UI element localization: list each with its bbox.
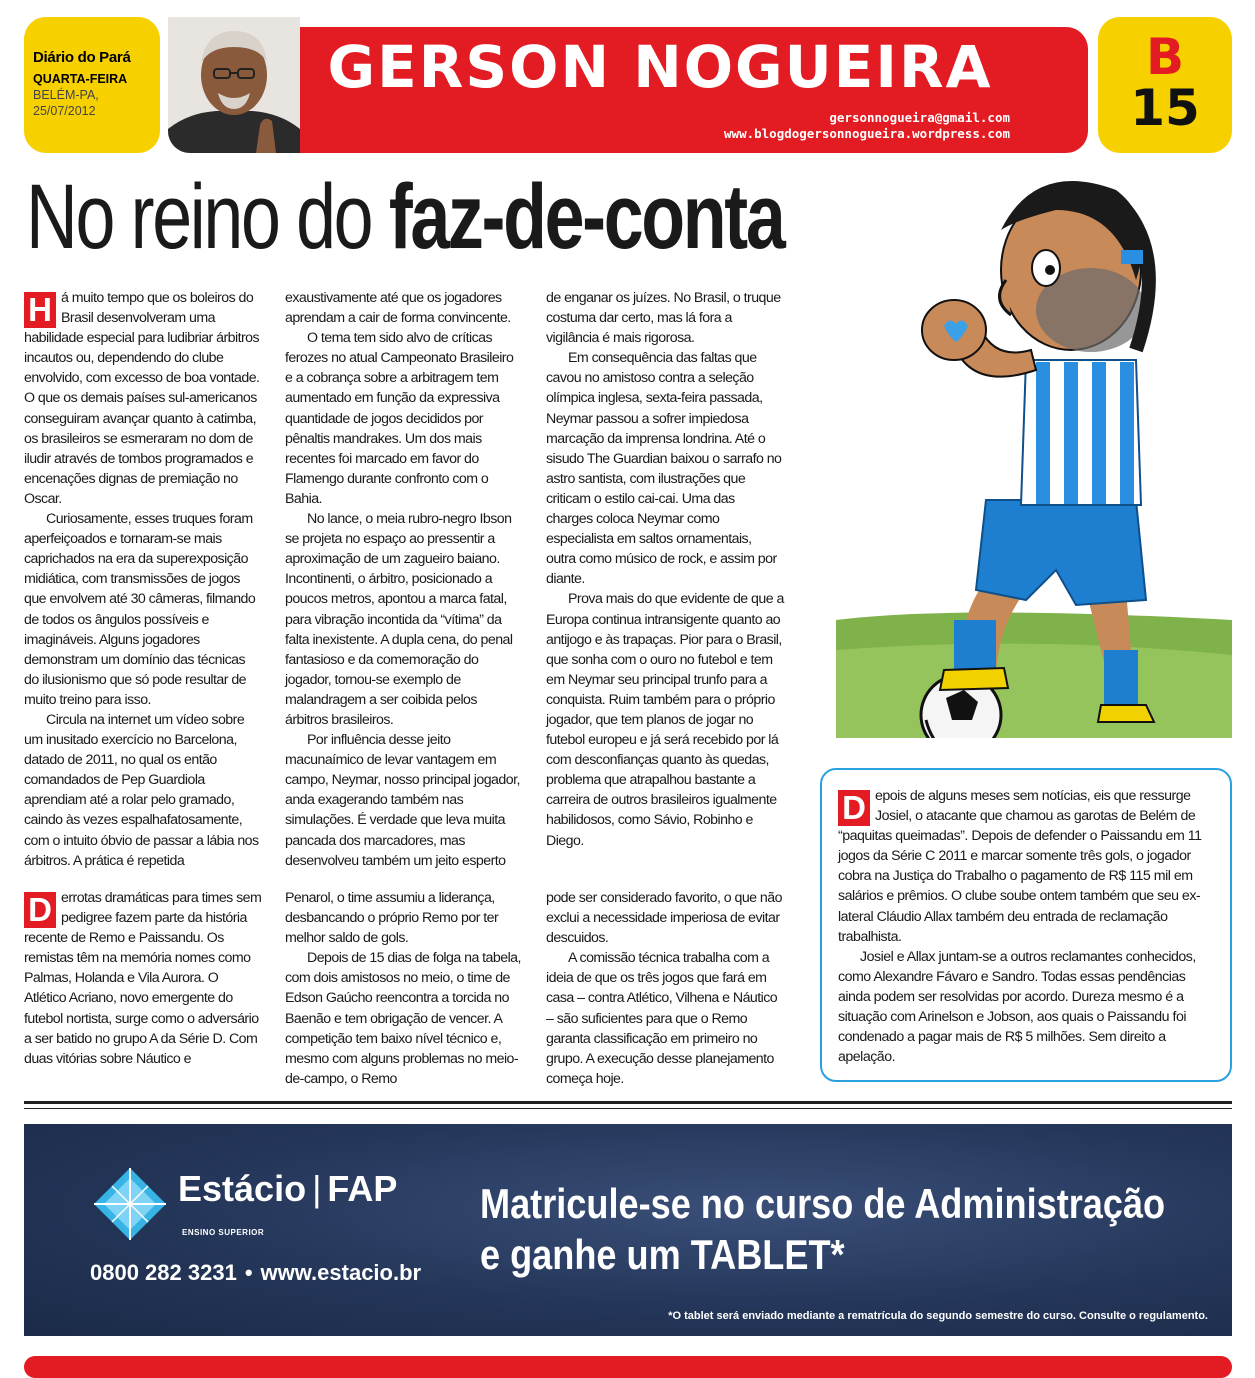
divider-rule [24,1108,1232,1109]
ad-tagline: ENSINO SUPERIOR [182,1228,265,1237]
ad-contact [90,1260,421,1286]
edition-date: 25/07/2012 [33,104,96,118]
city: BELÉM-PA, [33,88,99,102]
ad-brand-partner: FAP [327,1168,398,1209]
page-number: 15 [1130,79,1200,137]
advertisement-banner[interactable] [24,1124,1232,1336]
ad-footnote: *O tablet será enviado mediante a rematrícula do segundo semestre do curso. Consulte o regulamento. [668,1310,1208,1322]
paragraph: pode ser considerado favorito, o que não exclui a necessidade imperiosa de evitar descuidos. [546,890,782,947]
cartoon-illustration [836,150,1232,738]
ad-brand-separator: | [312,1168,322,1209]
article2-column1 [24,888,262,1069]
dropcap: H [24,292,56,328]
bullet-separator: • [244,1260,253,1285]
columnist-contact [724,110,1010,142]
ad-brand [178,1168,397,1210]
article1-column1 [24,288,262,871]
dropcap: D [838,790,870,826]
edition-info-box [24,17,160,153]
columnist-photo [168,17,300,153]
ad-brand-name: Estácio [178,1168,307,1209]
ad-cta-line: e ganhe um TABLET* [480,1231,845,1278]
columnist-name: GERSON NOGUEIRA [327,33,993,101]
headline-bold: faz-de-conta [388,170,784,268]
sidebar-box [820,768,1232,1082]
paragraph: Em consequência das faltas que cavou no amistoso contra a seleção olímpica inglesa, sexta-feira passada, Neymar passou a sofrer impiedosa marcação da imprensa londrina. Até o sisudo The Guardian baixou o sarrafo no astro santista, com ilustrações que criticam o estilo cai-cai. Uma das charges coloca Neymar como especialista em saltos ornamentais, outra como músico de rock, e assim por diante. [546,350,782,588]
ad-call-to-action [480,1178,1165,1280]
page-number-box [1098,17,1232,153]
paragraph: No lance, o meia rubro-negro Ibson se projeta no espaço ao pressentir a aproximação de um zagueiro baiano. Incontinenti, o árbitro, posicionado a poucos metros, apontou a marca fatal, para vibração incontida da “vítima” da falta inexistente. A dupla cena, do penal fantasioso e da comemoração do jogador, tornou-se exemplo de malandragem a ser coibida pelos árbitros brasileiros. [285,511,513,728]
paragraph: Curiosamente, esses truques foram aperfeiçoados e tornaram-se mais caprichados na era da superexposição midiática, com transmissões de jogos que envolvem até 30 câmeras, filmando de todos os ângulos possíveis e imagináveis. Alguns jogadores demonstram um domínio das técnicas do ilusionismo que só pode resultar de muito treino para isso. [24,511,256,708]
paragraph: Josiel e Allax juntam-se a outros reclamantes conhecidos, como Alexandre Fávaro e Sandro. Todas essas pendências ainda podem ser resolvidas por acordo. Dureza mesmo é a situação com Arinelson e Jobson, aos quais o Paissandu foi condenado a pagar mais de R$ 5 milhões. Sem direito a apelação. [838,948,1196,1066]
columnist-blog-url[interactable]: www.blogdogersonnogueira.wordpress.com [724,126,1010,141]
paragraph: exaustivamente até que os jogadores aprendam a cair de forma convincente. [285,290,511,327]
paragraph: errotas dramáticas para times sem pedigree fazem parte da história recente de Remo e Paissandu. Os remistas têm na memória nomes como Palmas, Holanda e Vila Aurora. O Atlético Acriano, novo emergente do futebol nortista, surge como o adversário a ser batido no grupo A da Série D. Com duas vitórias sobre Náutico e [24,890,262,1067]
ad-cta-line: Matricule-se no curso de Administração [480,1180,1166,1227]
article2-column3 [546,888,784,1089]
newspaper-name: Diário do Pará [33,49,131,66]
headline [26,170,926,270]
ad-phone[interactable]: 0800 282 3231 [90,1260,237,1285]
section-letter: B [1145,28,1185,86]
paragraph: Penarol, o time assumiu a liderança, desbancando o próprio Remo por ter melhor saldo de gols. [285,890,499,947]
weekday: QUARTA-FEIRA [33,72,128,86]
article1-column2 [285,288,523,871]
paragraph: Circula na internet um vídeo sobre um inusitado exercício no Barcelona, datado de 2011, no qual os então comandados de Pep Guardiola aprendiam até a rolar pelo gramado, caindo às vezes espalhafatosamente, com o intuito óbvio de passar a lábia nos árbitros. A prática é repetida [24,711,259,869]
paragraph: Depois de 15 dias de folga na tabela, com dois amistosos no meio, o time de Edson Gaúcho reencontra a torcida no Baenão e tem obrigação de vencer. A competição tem baixo nível técnico e, mesmo com alguns problemas no meio-de-campo, o Remo [285,950,521,1087]
paragraph: A comissão técnica trabalha com a ideia de que os três jogos que fará em casa – contra Atlético, Vilhena e Náutico – são suficientes para que o Remo garanta classificação em primeiro no grupo. A execução desse planejamento começa hoje. [546,950,778,1087]
columnist-email[interactable]: gersonnogueira@gmail.com [829,110,1010,125]
paragraph: Prova mais do que evidente de que a Europa continua intransigente quanto ao antijogo e às trapaças. Pior para o Brasil, que sonha com o ouro no futebol e tem em Neymar seu principal trunfo para a conquista. Ruim também para o próprio jogador, que tem planos de jogar no futebol europeu e já será recebido por lá com desconfianças quanto às quedas, problema que atrapalhou bastante a carreira de outros brasileiros igualmente habilidosos, como Sávio, Robinho e Diego. [546,591,784,849]
footer-bar [24,1356,1232,1378]
paragraph: á muito tempo que os boleiros do Brasil desenvolveram uma habilidade especial para ludibriar árbitros incautos ou, dependendo do clube envolvido, com excesso de boa vontade. O que os demais países sul-americanos conseguiram avançar quanto à catimba, os brasileiros se esmeraram no dom de iludir através de tombos programados e encenações dignas de premiação no Oscar. [24,290,260,507]
divider-rule [24,1101,1232,1104]
paragraph: Por influência desse jeito macunaímico de levar vantagem em campo, Neymar, nosso principal jogador, anda exagerando também nas simulações. É verdade que leva muita pancada dos marcadores, mas desenvolveu também um jeito esperto [285,732,520,869]
paragraph: de enganar os juízes. No Brasil, o truque costuma dar certo, mas lá fora a vigilância é mais rigorosa. [546,290,781,347]
dropcap: D [24,892,56,928]
headline-light: No reino do [26,170,389,268]
paragraph: epois de alguns meses sem notícias, eis que ressurge Josiel, o atacante que chamou as garotas de Belém de “paquitas queimadas”. Depois de defender o Paissandu em 11 jogos da Série C 2011 e marcar somente três gols, o jogador cobra na Justiça do Trabalho o pagamento de R$ 115 mil em salários e prêmios. O clube soube ontem também que seu ex-lateral Cláudio Allax também deu entrada de reclamação trabalhista. [838,788,1202,945]
paragraph: O tema tem sido alvo de críticas ferozes no atual Campeonato Brasileiro e a cobrança sobre a arbitragem tem aumentado em função da expressiva quantidade de jogos decididos por pênaltis mandrakes. Um dos mais recentes foi marcado em favor do Flamengo durante confronto com o Bahia. [285,330,514,507]
estacio-logo-icon [90,1164,170,1244]
article1-column3 [546,288,784,851]
article2-column2 [285,888,523,1089]
ad-website[interactable]: www.estacio.br [260,1260,422,1285]
